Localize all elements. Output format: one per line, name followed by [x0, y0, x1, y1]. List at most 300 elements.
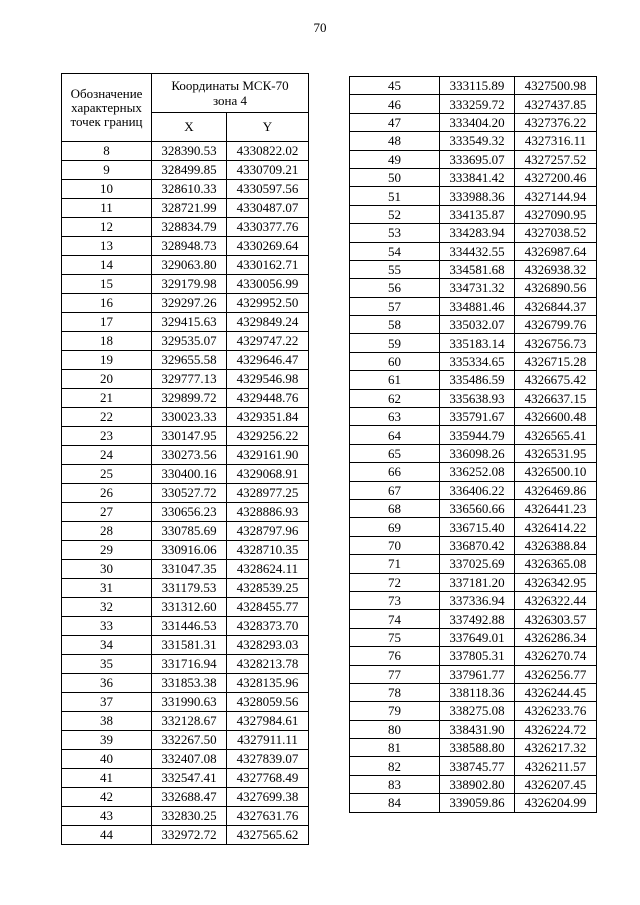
point-number-cell: 34	[62, 636, 152, 655]
y-coordinate-cell: 4329849.24	[227, 313, 309, 332]
point-number-cell: 47	[350, 113, 440, 131]
point-number-cell: 35	[62, 655, 152, 674]
header-system-line-2: зона 4	[212, 93, 248, 108]
y-coordinate-cell: 4326303.57	[515, 610, 597, 628]
table-row	[62, 769, 309, 788]
table-body-left	[62, 142, 309, 845]
table-body-right	[350, 77, 597, 813]
x-coordinate-cell: 336715.40	[440, 518, 515, 536]
point-number-cell: 60	[350, 352, 440, 370]
point-number-cell: 44	[62, 826, 152, 845]
point-number-cell: 25	[62, 465, 152, 484]
y-coordinate-cell: 4326224.72	[515, 720, 597, 738]
x-coordinate-cell: 336252.08	[440, 463, 515, 481]
x-coordinate-cell: 330656.23	[152, 503, 227, 522]
x-coordinate-cell: 331716.94	[152, 655, 227, 674]
y-coordinate-cell: 4326441.23	[515, 499, 597, 517]
y-coordinate-cell: 4326844.37	[515, 297, 597, 315]
y-coordinate-cell: 4329161.90	[227, 446, 309, 465]
y-coordinate-cell: 4330597.56	[227, 180, 309, 199]
header-point-line-3: точек границ	[70, 113, 143, 129]
table-row	[62, 389, 309, 408]
table-row	[350, 113, 597, 131]
x-coordinate-cell: 333115.89	[440, 77, 515, 95]
table-row	[62, 427, 309, 446]
y-coordinate-cell: 4328886.93	[227, 503, 309, 522]
point-number-cell: 45	[350, 77, 440, 95]
table-row	[350, 518, 597, 536]
table-row	[350, 536, 597, 554]
point-number-cell: 79	[350, 702, 440, 720]
x-coordinate-cell: 328721.99	[152, 199, 227, 218]
point-number-cell: 14	[62, 256, 152, 275]
y-coordinate-cell: 4327316.11	[515, 132, 597, 150]
table-row	[62, 807, 309, 826]
x-coordinate-cell: 330785.69	[152, 522, 227, 541]
point-number-cell: 66	[350, 463, 440, 481]
header-system-line-1: Координаты МСК-70	[171, 78, 289, 93]
point-number-cell: 30	[62, 560, 152, 579]
y-coordinate-cell: 4326322.44	[515, 591, 597, 609]
y-coordinate-cell: 4326211.57	[515, 757, 597, 775]
y-coordinate-cell: 4326204.99	[515, 794, 597, 812]
x-coordinate-cell: 335791.67	[440, 408, 515, 426]
y-coordinate-cell: 4327437.85	[515, 95, 597, 113]
y-coordinate-cell: 4329646.47	[227, 351, 309, 370]
point-number-cell: 32	[62, 598, 152, 617]
x-coordinate-cell: 337805.31	[440, 647, 515, 665]
x-coordinate-cell: 331179.53	[152, 579, 227, 598]
y-coordinate-cell: 4328059.56	[227, 693, 309, 712]
y-coordinate-cell: 4329256.22	[227, 427, 309, 446]
table-row	[350, 757, 597, 775]
y-coordinate-cell: 4327839.07	[227, 750, 309, 769]
table-row	[62, 408, 309, 427]
point-number-cell: 57	[350, 297, 440, 315]
x-coordinate-cell: 334135.87	[440, 205, 515, 223]
y-coordinate-cell: 4330269.64	[227, 237, 309, 256]
table-row	[350, 260, 597, 278]
header-x: X	[152, 113, 227, 142]
y-coordinate-cell: 4326715.28	[515, 352, 597, 370]
y-coordinate-cell: 4327911.11	[227, 731, 309, 750]
table-row	[62, 218, 309, 237]
x-coordinate-cell: 336560.66	[440, 499, 515, 517]
point-number-cell: 68	[350, 499, 440, 517]
table-row	[62, 522, 309, 541]
table-row	[62, 275, 309, 294]
x-coordinate-cell: 331446.53	[152, 617, 227, 636]
y-coordinate-cell: 4327376.22	[515, 113, 597, 131]
y-coordinate-cell: 4326388.84	[515, 536, 597, 554]
x-coordinate-cell: 331581.31	[152, 636, 227, 655]
x-coordinate-cell: 328390.53	[152, 142, 227, 161]
y-coordinate-cell: 4326244.45	[515, 683, 597, 701]
table-row	[350, 95, 597, 113]
x-coordinate-cell: 332407.08	[152, 750, 227, 769]
point-number-cell: 81	[350, 739, 440, 757]
y-coordinate-cell: 4328539.25	[227, 579, 309, 598]
y-coordinate-cell: 4326500.10	[515, 463, 597, 481]
table-row	[62, 712, 309, 731]
x-coordinate-cell: 328834.79	[152, 218, 227, 237]
point-number-cell: 10	[62, 180, 152, 199]
point-number-cell: 28	[62, 522, 152, 541]
y-coordinate-cell: 4326565.41	[515, 426, 597, 444]
table-row	[350, 279, 597, 297]
table-row	[62, 826, 309, 845]
y-coordinate-cell: 4327631.76	[227, 807, 309, 826]
y-coordinate-cell: 4330822.02	[227, 142, 309, 161]
table-row	[350, 389, 597, 407]
x-coordinate-cell: 337961.77	[440, 665, 515, 683]
y-coordinate-cell: 4328455.77	[227, 598, 309, 617]
x-coordinate-cell: 332972.72	[152, 826, 227, 845]
y-coordinate-cell: 4326414.22	[515, 518, 597, 536]
y-coordinate-cell: 4326531.95	[515, 444, 597, 462]
y-coordinate-cell: 4330162.71	[227, 256, 309, 275]
x-coordinate-cell: 328610.33	[152, 180, 227, 199]
table-row	[350, 591, 597, 609]
x-coordinate-cell: 335032.07	[440, 316, 515, 334]
y-coordinate-cell: 4327200.46	[515, 168, 597, 186]
y-coordinate-cell: 4329068.91	[227, 465, 309, 484]
point-number-cell: 11	[62, 199, 152, 218]
y-coordinate-cell: 4330709.21	[227, 161, 309, 180]
table-row	[350, 242, 597, 260]
table-header	[62, 74, 309, 142]
x-coordinate-cell: 330400.16	[152, 465, 227, 484]
point-number-cell: 64	[350, 426, 440, 444]
y-coordinate-cell: 4328710.35	[227, 541, 309, 560]
x-coordinate-cell: 335944.79	[440, 426, 515, 444]
point-number-cell: 20	[62, 370, 152, 389]
x-coordinate-cell: 332128.67	[152, 712, 227, 731]
table-row	[62, 655, 309, 674]
point-number-cell: 75	[350, 628, 440, 646]
point-number-cell: 78	[350, 683, 440, 701]
y-coordinate-cell: 4328797.96	[227, 522, 309, 541]
point-number-cell: 84	[350, 794, 440, 812]
table-row	[350, 334, 597, 352]
x-coordinate-cell: 328499.85	[152, 161, 227, 180]
x-coordinate-cell: 335486.59	[440, 371, 515, 389]
table-row	[62, 294, 309, 313]
y-coordinate-cell: 4326799.76	[515, 316, 597, 334]
point-number-cell: 67	[350, 481, 440, 499]
table-row	[350, 739, 597, 757]
x-coordinate-cell: 328948.73	[152, 237, 227, 256]
x-coordinate-cell: 335183.14	[440, 334, 515, 352]
y-coordinate-cell: 4329448.76	[227, 389, 309, 408]
y-coordinate-cell: 4328213.78	[227, 655, 309, 674]
x-coordinate-cell: 336870.42	[440, 536, 515, 554]
x-coordinate-cell: 338588.80	[440, 739, 515, 757]
y-coordinate-cell: 4326756.73	[515, 334, 597, 352]
x-coordinate-cell: 330147.95	[152, 427, 227, 446]
table-row	[62, 161, 309, 180]
x-coordinate-cell: 329655.58	[152, 351, 227, 370]
point-number-cell: 21	[62, 389, 152, 408]
x-coordinate-cell: 330023.33	[152, 408, 227, 427]
y-coordinate-cell: 4326987.64	[515, 242, 597, 260]
table-row	[350, 775, 597, 793]
point-number-cell: 53	[350, 224, 440, 242]
table-row	[62, 465, 309, 484]
y-coordinate-cell: 4330056.99	[227, 275, 309, 294]
table-row	[350, 371, 597, 389]
table-row	[350, 628, 597, 646]
x-coordinate-cell: 331312.60	[152, 598, 227, 617]
y-coordinate-cell: 4329546.98	[227, 370, 309, 389]
y-coordinate-cell: 4327699.38	[227, 788, 309, 807]
x-coordinate-cell: 337181.20	[440, 573, 515, 591]
point-number-cell: 63	[350, 408, 440, 426]
x-coordinate-cell: 335638.93	[440, 389, 515, 407]
x-coordinate-cell: 338902.80	[440, 775, 515, 793]
table-row	[62, 541, 309, 560]
point-number-cell: 69	[350, 518, 440, 536]
table-row	[62, 199, 309, 218]
x-coordinate-cell: 337025.69	[440, 555, 515, 573]
x-coordinate-cell: 334283.94	[440, 224, 515, 242]
x-coordinate-cell: 332547.41	[152, 769, 227, 788]
table-row	[62, 636, 309, 655]
table-row	[350, 463, 597, 481]
x-coordinate-cell: 339059.86	[440, 794, 515, 812]
table-row	[62, 731, 309, 750]
table-row	[350, 352, 597, 370]
x-coordinate-cell: 333259.72	[440, 95, 515, 113]
point-number-cell: 46	[350, 95, 440, 113]
table-row	[62, 674, 309, 693]
point-number-cell: 55	[350, 260, 440, 278]
y-coordinate-cell: 4326600.48	[515, 408, 597, 426]
page-number: 70	[313, 20, 327, 35]
table-row	[62, 351, 309, 370]
table-row	[62, 370, 309, 389]
point-number-cell: 56	[350, 279, 440, 297]
point-number-cell: 59	[350, 334, 440, 352]
x-coordinate-cell: 329899.72	[152, 389, 227, 408]
table-row	[62, 446, 309, 465]
point-number-cell: 33	[62, 617, 152, 636]
table-row	[62, 332, 309, 351]
y-coordinate-cell: 4327038.52	[515, 224, 597, 242]
y-coordinate-cell: 4326270.74	[515, 647, 597, 665]
point-number-cell: 29	[62, 541, 152, 560]
x-coordinate-cell: 334432.55	[440, 242, 515, 260]
point-number-cell: 17	[62, 313, 152, 332]
y-coordinate-cell: 4330377.76	[227, 218, 309, 237]
point-number-cell: 50	[350, 168, 440, 186]
x-coordinate-cell: 338431.90	[440, 720, 515, 738]
x-coordinate-cell: 333841.42	[440, 168, 515, 186]
point-number-cell: 23	[62, 427, 152, 446]
header-point-line-2: характерных	[71, 99, 142, 115]
x-coordinate-cell: 336098.26	[440, 444, 515, 462]
x-coordinate-cell: 333404.20	[440, 113, 515, 131]
y-coordinate-cell: 4326938.32	[515, 260, 597, 278]
x-coordinate-cell: 331853.38	[152, 674, 227, 693]
point-number-cell: 49	[350, 150, 440, 168]
y-coordinate-cell: 4326207.45	[515, 775, 597, 793]
table-row	[350, 444, 597, 462]
y-coordinate-cell: 4328624.11	[227, 560, 309, 579]
x-coordinate-cell: 334731.32	[440, 279, 515, 297]
point-number-cell: 51	[350, 187, 440, 205]
table-row	[350, 187, 597, 205]
table-row	[350, 610, 597, 628]
x-coordinate-cell: 334881.46	[440, 297, 515, 315]
table-row	[350, 132, 597, 150]
point-number-cell: 76	[350, 647, 440, 665]
x-coordinate-cell: 337336.94	[440, 591, 515, 609]
point-number-cell: 16	[62, 294, 152, 313]
coordinates-table-left	[61, 73, 309, 845]
point-number-cell: 8	[62, 142, 152, 161]
table-row	[350, 573, 597, 591]
y-coordinate-cell: 4326286.34	[515, 628, 597, 646]
point-number-cell: 13	[62, 237, 152, 256]
table-row	[350, 702, 597, 720]
point-number-cell: 18	[62, 332, 152, 351]
y-coordinate-cell: 4326365.08	[515, 555, 597, 573]
table-row	[350, 297, 597, 315]
table-row	[350, 426, 597, 444]
x-coordinate-cell: 329063.80	[152, 256, 227, 275]
y-coordinate-cell: 4326342.95	[515, 573, 597, 591]
point-number-cell: 58	[350, 316, 440, 334]
y-coordinate-cell: 4329351.84	[227, 408, 309, 427]
table-row	[350, 77, 597, 95]
table-row	[350, 481, 597, 499]
point-number-cell: 39	[62, 731, 152, 750]
table-row	[62, 788, 309, 807]
point-number-cell: 9	[62, 161, 152, 180]
x-coordinate-cell: 338275.08	[440, 702, 515, 720]
table-row	[62, 256, 309, 275]
header-y: Y	[227, 113, 309, 142]
point-number-cell: 37	[62, 693, 152, 712]
y-coordinate-cell: 4326256.77	[515, 665, 597, 683]
y-coordinate-cell: 4326675.42	[515, 371, 597, 389]
x-coordinate-cell: 333549.32	[440, 132, 515, 150]
table-row	[62, 579, 309, 598]
y-coordinate-cell: 4327257.52	[515, 150, 597, 168]
point-number-cell: 80	[350, 720, 440, 738]
point-number-cell: 71	[350, 555, 440, 573]
y-coordinate-cell: 4329747.22	[227, 332, 309, 351]
x-coordinate-cell: 332688.47	[152, 788, 227, 807]
table-row	[350, 168, 597, 186]
point-number-cell: 42	[62, 788, 152, 807]
header-coordinate-system	[152, 74, 309, 113]
x-coordinate-cell: 329179.98	[152, 275, 227, 294]
x-coordinate-cell: 329777.13	[152, 370, 227, 389]
point-number-cell: 72	[350, 573, 440, 591]
point-number-cell: 36	[62, 674, 152, 693]
table-row	[62, 180, 309, 199]
table-row	[350, 408, 597, 426]
y-coordinate-cell: 4326890.56	[515, 279, 597, 297]
point-number-cell: 54	[350, 242, 440, 260]
point-number-cell: 19	[62, 351, 152, 370]
table-row	[62, 617, 309, 636]
point-number-cell: 31	[62, 579, 152, 598]
table-row	[62, 560, 309, 579]
y-coordinate-cell: 4329952.50	[227, 294, 309, 313]
table-row	[350, 150, 597, 168]
table-row	[62, 313, 309, 332]
y-coordinate-cell: 4327565.62	[227, 826, 309, 845]
point-number-cell: 24	[62, 446, 152, 465]
x-coordinate-cell: 337649.01	[440, 628, 515, 646]
point-number-cell: 61	[350, 371, 440, 389]
x-coordinate-cell: 330916.06	[152, 541, 227, 560]
y-coordinate-cell: 4330487.07	[227, 199, 309, 218]
x-coordinate-cell: 329297.26	[152, 294, 227, 313]
table-row	[350, 316, 597, 334]
point-number-cell: 12	[62, 218, 152, 237]
point-number-cell: 26	[62, 484, 152, 503]
table-row	[350, 499, 597, 517]
table-row	[350, 224, 597, 242]
x-coordinate-cell: 331990.63	[152, 693, 227, 712]
y-coordinate-cell: 4327500.98	[515, 77, 597, 95]
table-row	[350, 647, 597, 665]
y-coordinate-cell: 4328135.96	[227, 674, 309, 693]
x-coordinate-cell: 333988.36	[440, 187, 515, 205]
point-number-cell: 41	[62, 769, 152, 788]
y-coordinate-cell: 4327984.61	[227, 712, 309, 731]
x-coordinate-cell: 330273.56	[152, 446, 227, 465]
point-number-cell: 40	[62, 750, 152, 769]
table-row	[350, 794, 597, 812]
point-number-cell: 70	[350, 536, 440, 554]
x-coordinate-cell: 332830.25	[152, 807, 227, 826]
y-coordinate-cell: 4328977.25	[227, 484, 309, 503]
table-row	[350, 665, 597, 683]
point-number-cell: 82	[350, 757, 440, 775]
x-coordinate-cell: 330527.72	[152, 484, 227, 503]
x-coordinate-cell: 333695.07	[440, 150, 515, 168]
point-number-cell: 73	[350, 591, 440, 609]
y-coordinate-cell: 4327768.49	[227, 769, 309, 788]
point-number-cell: 62	[350, 389, 440, 407]
point-number-cell: 52	[350, 205, 440, 223]
point-number-cell: 74	[350, 610, 440, 628]
point-number-cell: 48	[350, 132, 440, 150]
y-coordinate-cell: 4326217.32	[515, 739, 597, 757]
point-number-cell: 43	[62, 807, 152, 826]
y-coordinate-cell: 4328373.70	[227, 617, 309, 636]
x-coordinate-cell: 329415.63	[152, 313, 227, 332]
header-point-designation	[62, 74, 152, 142]
x-coordinate-cell: 335334.65	[440, 352, 515, 370]
table-row	[350, 555, 597, 573]
table-row	[62, 693, 309, 712]
table-row	[62, 503, 309, 522]
x-coordinate-cell: 338745.77	[440, 757, 515, 775]
point-number-cell: 65	[350, 444, 440, 462]
y-coordinate-cell: 4326637.15	[515, 389, 597, 407]
point-number-cell: 22	[62, 408, 152, 427]
point-number-cell: 38	[62, 712, 152, 731]
table-row	[62, 598, 309, 617]
coordinates-table-right	[349, 76, 597, 813]
point-number-cell: 27	[62, 503, 152, 522]
